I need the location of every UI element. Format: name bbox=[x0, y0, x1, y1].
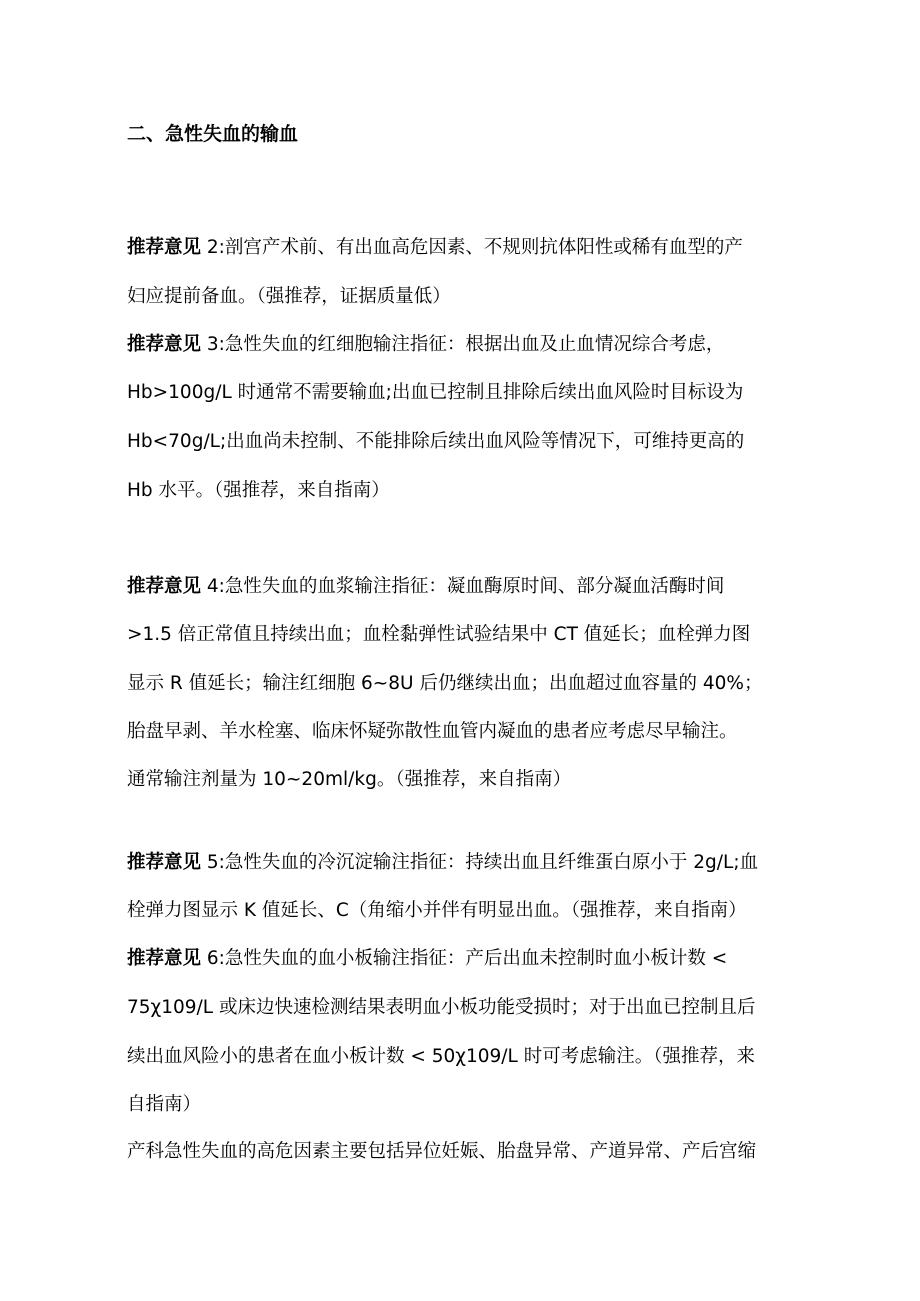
line-text: 6:急性失血的血小板输注指征：产后出血未控制时血小板计数 < bbox=[201, 948, 728, 969]
text-line bbox=[127, 995, 755, 1021]
recommendation-label: 推荐意见 bbox=[127, 852, 202, 873]
line-text: 4:急性失血的血浆输注指征：凝血酶原时间、部分凝血活酶时间 bbox=[201, 576, 725, 597]
text-line bbox=[127, 671, 762, 697]
text-line-rec2 bbox=[127, 235, 743, 261]
text-line bbox=[127, 478, 390, 504]
line-text: 栓弹力图显示 K 值延长、C（角缩小并伴有明显出血。（强推荐，来自指南） bbox=[127, 900, 747, 921]
text-line bbox=[127, 1139, 756, 1165]
recommendation-label: 推荐意见 bbox=[127, 576, 202, 597]
line-text: 显示 R 值延长；输注红细胞 6~8U 后仍继续出血；出血超过血容量的 40%； bbox=[127, 673, 763, 694]
text-line bbox=[127, 898, 747, 924]
line-text: 75χ109/L 或床边快速检测结果表明血小板功能受损时；对于出血已控制且后 bbox=[127, 997, 756, 1018]
text-line bbox=[127, 719, 738, 745]
line-text: 5:急性失血的冷沉淀输注指征：持续出血且纤维蛋白原小于 2g/L;血 bbox=[201, 852, 759, 873]
line-text: >1.5 倍正常值且持续出血；血栓黏弹性试验结果中 CT 值延长；血栓弹力图 bbox=[127, 624, 751, 645]
text-line-rec4 bbox=[127, 574, 724, 600]
text-line bbox=[127, 1044, 755, 1070]
line-text: 续出血风险小的患者在血小板计数 < 50χ109/L 时可考虑输注。（强推荐，来 bbox=[127, 1046, 755, 1067]
line-text: Hb<70g/L;出血尚未控制、不能排除后续出血风险等情况下，可维持更高的 bbox=[127, 431, 745, 452]
recommendation-label: 推荐意见 bbox=[127, 334, 202, 355]
line-text: 胎盘早剥、羊水栓塞、临床怀疑弥散性血管内凝血的患者应考虑尽早输注。 bbox=[127, 721, 738, 742]
text-line bbox=[127, 284, 451, 310]
section-heading: 二、急性失血的输血 bbox=[127, 123, 299, 145]
line-text: 3:急性失血的红细胞输注指征：根据出血及止血情况综合考虑， bbox=[201, 334, 725, 355]
text-line-rec5 bbox=[127, 850, 758, 876]
text-line bbox=[127, 622, 750, 648]
text-line-rec6 bbox=[127, 946, 727, 972]
line-text: 妇应提前备血。（强推荐，证据质量低） bbox=[127, 286, 451, 307]
line-text: Hb 水平。（强推荐，来自指南） bbox=[127, 480, 390, 501]
line-text: 产科急性失血的高危因素主要包括异位妊娠、胎盘异常、产道异常、产后宫缩 bbox=[127, 1141, 757, 1162]
recommendation-label: 推荐意见 bbox=[127, 237, 202, 258]
line-text: 2:剖宫产术前、有出血高危因素、不规则抗体阳性或稀有血型的产 bbox=[201, 237, 743, 258]
line-text: Hb>100g/L 时通常不需要输血;出血已控制且排除后续出血风险时目标设为 bbox=[127, 382, 744, 403]
line-text: 通常输注剂量为 10~20ml/kg。（强推荐，来自指南） bbox=[127, 769, 572, 790]
text-line-rec3 bbox=[127, 332, 724, 358]
text-line bbox=[127, 1092, 201, 1118]
text-line bbox=[127, 767, 571, 793]
text-line bbox=[127, 380, 743, 406]
line-text: 自指南） bbox=[127, 1094, 202, 1115]
text-line bbox=[127, 429, 744, 455]
recommendation-label: 推荐意见 bbox=[127, 948, 202, 969]
